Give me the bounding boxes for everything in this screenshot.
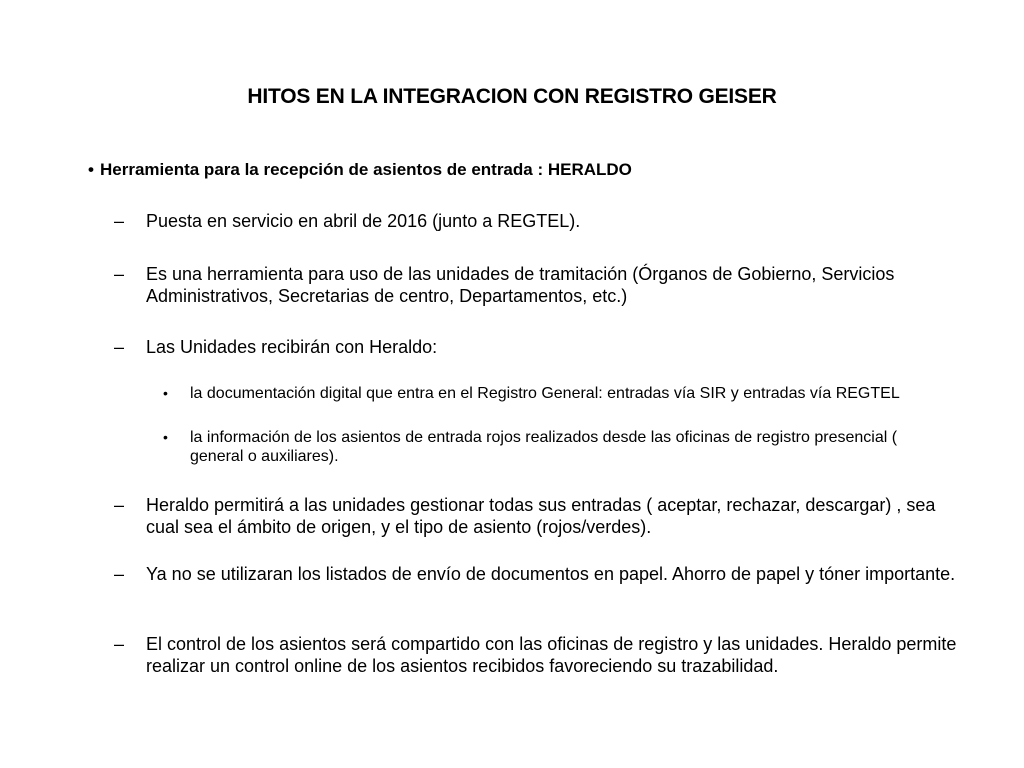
dash-item-text: Ya no se utilizaran los listados de envío de documentos en papel. Ahorro de papel y tóner importante. [146,564,956,584]
dash-marker: – [114,495,125,515]
main-bullet-text: Herramienta para la recepción de asientos de entrada : HERALDO [100,160,632,179]
dash-item-text: Es una herramienta para uso de las unidades de tramitación (Órganos de Gobierno, Servicios Administrativos, Secretarias de centro, Departamentos, etc.) [146,264,895,306]
bullet-marker: • [88,160,94,179]
dash-item-text: Puesta en servicio en abril de 2016 (junto a REGTEL). [146,211,581,231]
dash-item-service-start [114,210,964,232]
dash-item-text: Las Unidades recibirán con Heraldo: [146,337,438,357]
sub-bullet-text: la información de los asientos de entrada rojos realizados desde las oficinas de registro presencial ( general o auxiliares). [190,429,898,465]
sub-bullet-marker: • [163,429,168,445]
main-bullet-item [88,159,968,181]
dash-item-shared-control [114,633,964,677]
dash-marker: – [114,564,125,584]
sub-bullet-digital-docs [163,384,953,403]
dash-marker: – [114,337,125,357]
dash-item-manage-entries [114,494,964,538]
slide-title: HITOS EN LA INTEGRACION CON REGISTRO GEISER [247,85,777,108]
sub-bullet-marker: • [163,385,168,401]
dash-marker: – [114,264,125,284]
dash-marker: – [114,211,125,231]
dash-item-text: Heraldo permitirá a las unidades gestionar todas sus entradas ( aceptar, rechazar, descargar) , sea cual sea el ámbito de origen, y el tipo de asiento (rojos/verdes). [146,495,936,537]
dash-item-tool-usage [114,263,964,307]
sub-bullet-red-entries [163,428,953,466]
dash-item-units-receive [114,336,964,358]
sub-bullet-text: la documentación digital que entra en el Registro General: entradas vía SIR y entradas vía REGTEL [190,385,900,402]
dash-item-text: El control de los asientos será compartido con las oficinas de registro y las unidades. Heraldo permite realizar un control online de los asientos recibidos favoreciendo su trazabilidad. [146,634,957,676]
dash-marker: – [114,634,125,654]
dash-item-paper-savings [114,563,964,585]
